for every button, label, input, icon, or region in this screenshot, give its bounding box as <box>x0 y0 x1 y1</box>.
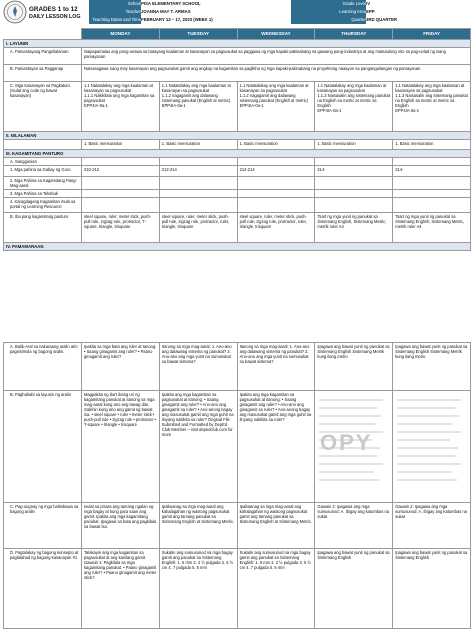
area-value: EPP <box>366 9 375 14</box>
table-cell: Ipagawa ang bawat yunit ng panukat sa Sistemang English Sistemang Metrik kung ilang metro <box>315 343 393 391</box>
seal-icon <box>3 0 27 24</box>
table-cell: Ipagawa ang bawat yunit ng panukat sa Sistemang English <box>315 549 393 629</box>
row-label: A. Balik-Aral sa nakaraang aralin at/o pagsisimula ng bagong aralin. <box>4 343 82 391</box>
table-cell: Talakayin ang mga kagamitan sa pagsusukat at ang kanilang gamit. Gawain 1: Pagkilala sa mga kagamitang panukat. • Paano ginagamit ang ruler? • Paano ginagamit ang meter stick? <box>82 549 160 629</box>
table-cell: Tsart ng mga yunit ng panukat sa Sistemang English, Sistemang Metric, metrik ruler A4 <box>393 213 471 243</box>
table-cell: 214- <box>315 166 393 177</box>
table-cell: 1.1 Natatalakay ang mga kaalaman at kasanayan sa pagsusukat 1.1.3 Naisasalin ang sistemang panukat na English sa metric at metric sa English EPP4IA-0a-1 <box>393 82 471 132</box>
table-cell: Tsart ng mga yunit ng panukat sa Sistemang English, Sistemang Metric, metrik ruler A4 <box>315 213 393 243</box>
grade-value: IV <box>366 1 371 6</box>
table-cell: Ipakita ang mga kagamitan sa pagsusukat at itanong: • Saang ginagamit ang ruler? • Ano-ano ang ginagamit sa ruler? • Ano-anong bagay ang masusukat gamit ang mga guhit na linyang nakikita sa ruler? <box>237 391 315 503</box>
table-cell: 1.1 Natatalakay ang mga kaalaman at kasanayan sa pagsusukat 1.1.3 Naisasalin ang sistemang panukat na English sa metric at metric sa English EPP4IA-0a-1 <box>315 82 393 132</box>
quarter-value: 3RD QUARTER <box>366 17 398 22</box>
grade-label: Grade Level <box>291 0 366 8</box>
dll-title-line1: GRADES 1 to 12 <box>29 5 78 13</box>
dll-title-line2: DAILY LESSON LOG <box>29 13 81 20</box>
table-cell: Magpakita ng iba't ibang uri ng kagamitang panukat at itanong sa mga mag-aaral kung ano ang tawag dito. Sabihin kung ano ang gamit ng bawat isa. • steel square • ruler • meter stick • push-pull rule • zigzag rule • protractor • T-square • triangle • trisquare <box>82 391 160 503</box>
table-cell: steel square, ruler, meter stick, push-pull rule, zigzag rule, protractor, ruler, triangle, trisquare <box>159 213 237 243</box>
row-label: 4. Karagdagang Kagamitan mula sa portal ng Learning Resource <box>4 198 82 213</box>
day-tuesday: TUESDAY <box>159 29 237 40</box>
dll-table-page2 <box>3 342 471 629</box>
day-monday: MONDAY <box>82 29 160 40</box>
row-label: B. Pamantayan sa Pagganap <box>4 65 82 82</box>
table-cell: 1. Basic mensuration <box>237 140 315 150</box>
row-label: A. Pamantayang Pangnilalaman <box>4 48 82 65</box>
row-label: 3. Mga Pahina sa Teksbuk <box>4 190 82 198</box>
section-pamamaraan: IV. PAMAMARAAN <box>4 243 471 251</box>
section-nilalaman: II. NILALAMAN <box>4 132 471 140</box>
row-label: B. Iba pang kagamitang panturo <box>4 213 82 243</box>
table-cell: Sukatin ang sumusunod na mga bagay gamit ang panukat sa Sistemang English: 1. 6 mm 2. 2 ½ pulgada 3. 5 ½ cm 4. 7 pulgada 5. 5 mm <box>159 549 237 629</box>
table-cell: Gawain 2: Ipagawa ang mga sumusunod: A. Ibigay ang katumbas na sukat <box>393 503 471 549</box>
area-label: Learning Area <box>291 8 366 16</box>
table-cell: 1.1 Natatalakay ang mga kaalaman at kasanayan sa pagsusukat 1.1.1 Nakikilala ang mga kagamitan sa pagsusukat EPP4IA-0a-1 <box>82 82 160 132</box>
dates-label: Teaching Dates and Time <box>89 16 141 24</box>
table-cell: 1. Basic mensuration <box>393 140 471 150</box>
deped-seal <box>3 0 29 26</box>
day-thursday: THURSDAY <box>315 29 393 40</box>
section-layunin: I. LAYUNIN <box>4 40 471 48</box>
day-wednesday: WEDNESDAY <box>237 29 315 40</box>
table-cell: 1.1 Natatalakay ang mga kaalaman at kasanayan sa pagsusukat 1.1.2 nagagamit ang dalawang sistemang panukat (English at metric) EPP4IA-0a-1 <box>159 82 237 132</box>
row-label: C. Pag-uugnay ng mga halimbawa sa bagong aralin <box>4 503 82 549</box>
table-cell: 1.1 Natatalakay ang mga kaalaman at kasanayan sa pagsusukat 1.1.2 nagagamit ang dalawang sistemang panukat (English at metric) EPP4IA-0a-1 <box>237 82 315 132</box>
page-two <box>0 340 474 632</box>
table-cell: Ipaliwanag sa mga mag-aaral ang kahalagahan ng wastong pagsusukat gamit ang tamang panukat sa Sistemang English at Sistemang Metric. <box>237 503 315 549</box>
page-one <box>0 0 474 300</box>
table-cell: Ipakita sa mga bata ang ruler at tanong: • Saang ginagamit ang ruler? • Paano ginagamit ang ruler? <box>82 343 160 391</box>
day-header-row <box>4 29 471 40</box>
teacher-value: JOANNA MAY T. ARMAS <box>141 9 191 14</box>
table-cell <box>393 391 471 503</box>
merged-cell: Naipapamalas ang pang-unawa sa batayang kaalaman at kasanayan sa pagsusukat sa paggawa ng mga kapaki-pakinabang na gawaing pang-industriya at ang maitutulong nito sa pag-unlad ng isang pamayanan <box>82 48 471 65</box>
teacher-label: Teacher <box>89 8 141 16</box>
table-cell: Isulat sa pisara ang tamang ngalan ng mga bagay at kung para saan ang gamit. Ipakita ang mga kagamitang panukat. Ipagawa sa bata ang pagkilala sa bawat isa. <box>82 503 160 549</box>
table-cell: steel square, ruler, meter stick, push-pull rule, zigzag rule, protractor, T-square, triangle, trisquare <box>82 213 160 243</box>
table-cell: Sukatin ang sumusunod na mga bagay gamit ang panukat sa Sistemang English: 1. 6 mm 2. 2 ½ pulgada 3. 5 ½ cm 4. 7 pulgada 5. 5 mm <box>237 549 315 629</box>
handwritten-worksheet-image <box>395 392 465 492</box>
table-cell: 212-214 <box>237 166 315 177</box>
table-cell: Itanong sa mga mag-aaral: 1. Ano-ano ang dalawang sistema ng panukat? 2. Ano-ano ang mga yunit na sumusukat sa bawat sistema? <box>159 343 237 391</box>
table-cell: Ipakita ang mga kagamitan sa pagsusukat at itanong: • Saang ginagamit ang ruler? • Ano-ano ang ginagamit sa ruler? • Ano-anong bagay ang masusukat gamit ang mga guhit na linyang nakikita sa ruler? Original File Submitted and Formatted by DepEd Club Member – visit depedclub.com for more <box>159 391 237 503</box>
school-label: School <box>89 0 141 8</box>
table-cell: 1. Basic mensuration <box>159 140 237 150</box>
table-cell: 210-212 <box>82 166 160 177</box>
row-label: 2. Mga Pahina sa Kagamitang Pang-Mag-aaral <box>4 177 82 190</box>
dll-table-page1 <box>3 28 471 251</box>
school-value: PISA ELEMENTARY SCHOOL <box>141 1 201 6</box>
table-cell: steel square, ruler, meter stick, push-pull rule, zigzag rule, protractor, ruler, triangle, trisquare <box>237 213 315 243</box>
day-friday: FRIDAY <box>393 29 471 40</box>
row-label: A. Sanggunian <box>4 158 82 166</box>
section-kagamitan: III. KAGAMITANG PANTURO <box>4 150 471 158</box>
merged-cell: Naisasagawa nang may kasanayan ang pagsusukat gamit ang angkop na kagamitan sa paglikha ng mga kapaki-pakinabang na proyektong naaayon sa pangangailangan ng pamayanan <box>82 65 471 82</box>
table-cell: Itanong sa mga mag-aaral: 1. Ano-ano ang dalawang sistema ng panukat? 2. Ano-ano ang mga yunit na sumusukat sa bawat sistema? <box>237 343 315 391</box>
row-label: C. Mga Kasanayan sa Pagkatuto (Isulat ang code ng bawat kasanayan) <box>4 82 82 132</box>
table-cell: 1. Basic mensuration <box>315 140 393 150</box>
dates-value: FEBRUARY 13 – 17, 2023 (WEEK 1) <box>141 17 213 22</box>
row-label: B. Paghahabi sa layunin ng aralin <box>4 391 82 503</box>
table-cell: Gawain 2: Ipagawa ang mga sumusunod: A. Ibigay ang katumbas na sukat <box>315 503 393 549</box>
copy-watermark: OPY <box>320 430 373 455</box>
table-cell: Ipagawa ang bawat yunit ng panukat sa Sistemang English Sistemang Metrik kung ilang metro <box>393 343 471 391</box>
table-cell: 212-214 <box>159 166 237 177</box>
dll-header <box>3 0 471 26</box>
row-label: D. Pagtalakay ng bagong konsepto at paglalahad ng bagong kasanayan #1 <box>4 549 82 629</box>
table-cell: 1. Basic mensuration <box>82 140 160 150</box>
quarter-label: Quarter <box>291 16 366 24</box>
table-cell: Ipagawa ang bawat yunit ng panukat sa Sistemang English <box>393 549 471 629</box>
row-label: 1. Mga pahina sa Gabay ng Guro <box>4 166 82 177</box>
table-cell: 214- <box>393 166 471 177</box>
table-cell: Ipaliwanag sa mga mag-aaral ang kahalagahan ng wastong pagsusukat gamit ang tamang panukat sa Sistemang English at Sistemang Metric. <box>159 503 237 549</box>
